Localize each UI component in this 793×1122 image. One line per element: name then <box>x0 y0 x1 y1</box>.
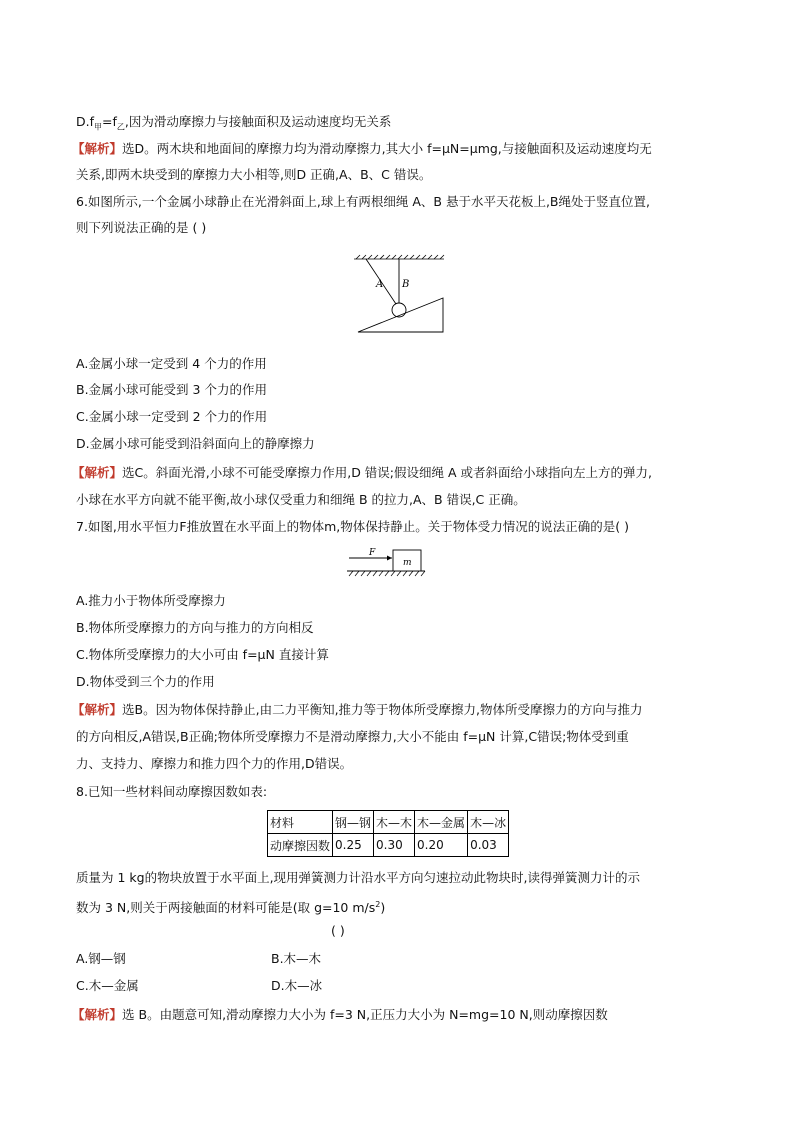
q5-option-d-eq: =f <box>102 114 117 129</box>
mass-label: m <box>403 558 412 568</box>
table-header-cell: 木—冰 <box>468 811 509 834</box>
force-label: F <box>369 548 376 558</box>
q6-option-b: B.金属小球可能受到 3 个力的作用 <box>76 382 267 397</box>
table-cell: 0.20 <box>415 834 468 857</box>
q8-analysis-line1 <box>72 1006 608 1024</box>
friction-table <box>267 810 509 857</box>
q6-analysis-line1 <box>72 464 652 482</box>
q7-analysis-line3: 力、支持力、摩擦力和推力四个力的作用,D错误。 <box>76 756 353 771</box>
q6-stem-line2: 则下列说法正确的是 ( ) <box>76 220 207 235</box>
table-cell: 0.03 <box>468 834 509 857</box>
q6-option-c: C.金属小球一定受到 2 个力的作用 <box>76 409 268 424</box>
q8-body-line2-sup: 2 <box>375 900 381 909</box>
q8-analysis-text1: 选 B。由题意可知,滑动摩擦力大小为 f=3 N,正压力大小为 N=mg=10 N,则动摩擦因数 <box>122 1007 608 1022</box>
q7-stem: 7.如图,用水平恒力F推放置在水平面上的物体m,物体保持静止。关于物体受力情况的说法正确的是( ) <box>76 519 629 534</box>
q7-option-d: D.物体受到三个力的作用 <box>76 674 215 689</box>
q6-analysis-text1: 选C。斜面光滑,小球不可能受摩擦力作用,D 错误;假设细绳 A 或者斜面给小球指向左上方的弹力, <box>122 465 652 480</box>
q5-option-d-sub2: 乙 <box>116 122 125 132</box>
table-header-cell: 木—木 <box>374 811 415 834</box>
q8-body-line2-text: 数为 3 N,则关于两接触面的材料可能是(取 g=10 m/s <box>76 900 376 916</box>
table-header-row <box>268 811 509 834</box>
q6-figure <box>350 254 450 336</box>
q6-option-d: D.金属小球可能受到沿斜面向上的静摩擦力 <box>76 436 315 451</box>
q6-analysis-line2: 小球在水平方向就不能平衡,故小球仅受重力和细绳 B 的拉力,A、B 错误,C 正确。 <box>76 492 526 507</box>
q7-analysis-text1: 选B。因为物体保持静止,由二力平衡知,推力等于物体所受摩擦力,物体所受摩擦力的方向与推力 <box>122 702 643 717</box>
q7-analysis-line1 <box>72 701 643 719</box>
q5-option-d-rest: ,因为滑动摩擦力与接触面积及运动速度均无关系 <box>124 114 392 129</box>
table-cell: 0.30 <box>374 834 415 857</box>
q5-analysis-line2: 关系,即两木块受到的摩擦力大小相等,则D 正确,A、B、C 错误。 <box>76 167 432 182</box>
q8-body-line1: 质量为 1 kg的物块放置于水平面上,现用弹簧测力计沿水平方向匀速拉动此物块时,读得弹簧测力计的示 <box>76 870 641 885</box>
q8-option-d: D.木—冰 <box>271 978 323 993</box>
q5-option-d <box>76 113 391 137</box>
q8-answer-paren: ( ) <box>331 923 345 938</box>
q6-stem-line1: 6.如图所示,一个金属小球静止在光滑斜面上,球上有两根细绳 A、B 悬于水平天花板上,B绳处于竖直位置, <box>76 194 650 209</box>
table-row <box>268 834 509 857</box>
q5-analysis-tag: 【解析】 <box>72 141 123 156</box>
q5-analysis-text1: 选D。两木块和地面间的摩擦力均为滑动摩擦力,其大小 f=μN=μmg,与接触面积及运动速度均无 <box>122 141 652 156</box>
q8-body-line2-end: ) <box>380 900 386 916</box>
table-header-cell: 木—金属 <box>415 811 468 834</box>
rope-b-label: B <box>402 279 410 290</box>
ceiling-hatch <box>354 255 444 259</box>
q8-option-b: B.木—木 <box>271 951 322 966</box>
q5-option-d-prefix: D.f <box>76 114 94 129</box>
q6-analysis-tag: 【解析】 <box>72 465 123 480</box>
q8-analysis-tag: 【解析】 <box>72 1007 123 1022</box>
metal-ball <box>392 303 406 317</box>
q8-option-c: C.木—金属 <box>76 978 139 993</box>
q7-option-b: B.物体所受摩擦力的方向与推力的方向相反 <box>76 620 314 635</box>
q7-analysis-line2: 的方向相反,A错误,B正确;物体所受摩擦力不是滑动摩擦力,大小不能由 f=μN 计算,C错误;物体受到重 <box>76 729 629 744</box>
q6-option-a: A.金属小球一定受到 4 个力的作用 <box>76 356 267 371</box>
q7-option-a: A.推力小于物体所受摩擦力 <box>76 593 226 608</box>
rope-a-label: A <box>376 279 384 290</box>
q7-analysis-tag: 【解析】 <box>72 702 123 717</box>
q5-option-d-sub1: 甲 <box>94 122 102 132</box>
q8-option-a: A.钢—钢 <box>76 951 126 966</box>
q7-option-c: C.物体所受摩擦力的大小可由 f=μN 直接计算 <box>76 647 329 662</box>
table-cell: 动摩擦因数 <box>268 834 333 857</box>
table-header-cell: 钢—钢 <box>333 811 374 834</box>
q7-figure <box>345 544 427 578</box>
q8-body-line2 <box>76 896 385 917</box>
force-arrowhead <box>387 556 392 561</box>
q8-stem: 8.已知一些材料间动摩擦因数如表: <box>76 784 268 799</box>
ground-hatch <box>349 571 425 576</box>
q5-analysis-line1 <box>72 140 652 158</box>
table-header-cell: 材料 <box>268 811 333 834</box>
table-cell: 0.25 <box>333 834 374 857</box>
